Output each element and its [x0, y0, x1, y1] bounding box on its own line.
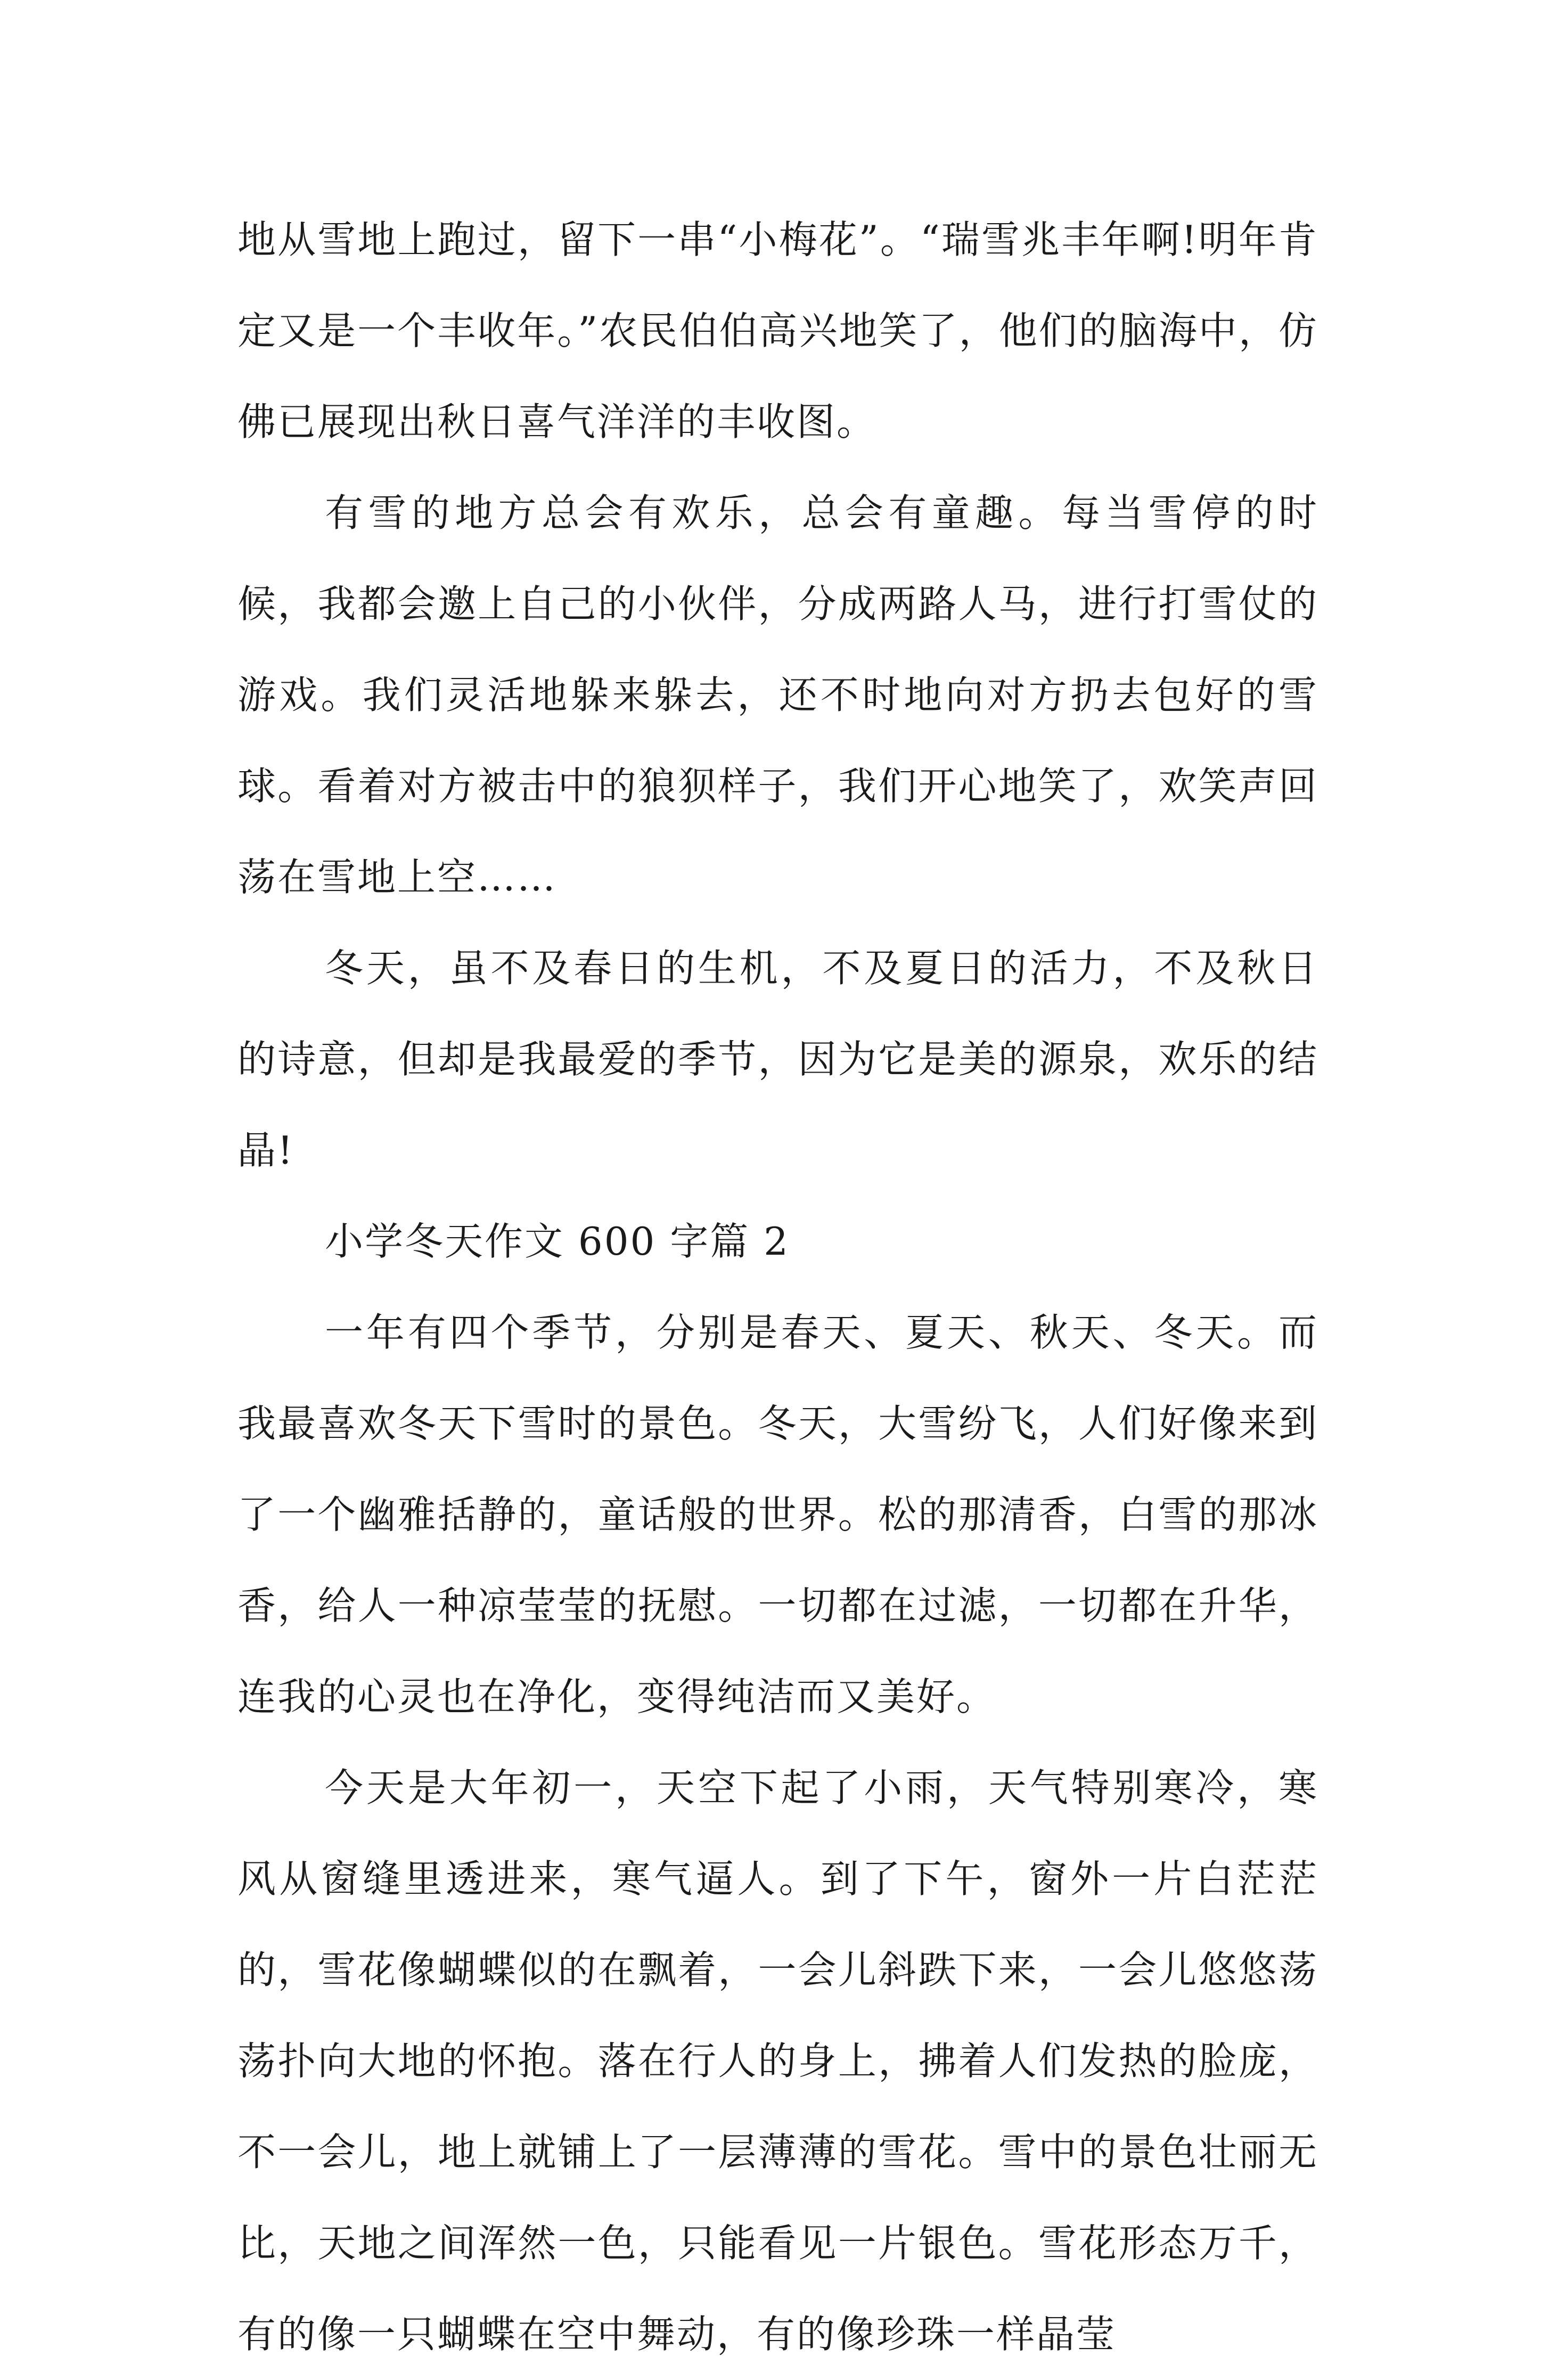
paragraph-winter-favorite: 冬天，虽不及春日的生机，不及夏日的活力，不及秋日的诗意，但却是我最爱的季节，因为它是美的源泉，欢乐的结晶! — [237, 946, 1318, 1173]
essay-body — [237, 194, 1318, 2380]
essay-heading: 小学冬天作文 600 字篇 2 — [325, 1219, 790, 1264]
paragraph-continuation: 地从雪地上跑过，留下一串“小梅花”。“瑞雪兆丰年啊!明年肯定又是一个丰收年。”农民伯伯高兴地笑了，他们的脑海中，仿佛已展现出秋日喜气洋洋的丰收图。 — [237, 217, 1318, 444]
paragraph-snow-fun: 有雪的地方总会有欢乐，总会有童趣。每当雪停的时候，我都会邀上自己的小伙伴，分成两路人马，进行打雪仗的游戏。我们灵活地躲来躲去，还不时地向对方扔去包好的雪球。看着对方被击中的狼狈样子，我们开心地笑了，欢笑声回荡在雪地上空…… — [237, 490, 1318, 899]
paragraph-new-year-snow: 今天是大年初一，天空下起了小雨，天气特别寒冷，寒风从窗缝里透进来，寒气逼人。到了下午，窗外一片白茫茫的，雪花像蝴蝶似的在飘着，一会儿斜跌下来，一会儿悠悠荡荡扑向大地的怀抱。落在行人的身上，拂着人们发热的脸庞，不一会儿，地上就铺上了一层薄薄的雪花。雪中的景色壮丽无比，天地之间浑然一色，只能看见一片银色。雪花形态万千，有的像一只蝴蝶在空中舞动，有的像珍珠一样晶莹 — [237, 1765, 1318, 2357]
paragraph-four-seasons: 一年有四个季节，分别是春天、夏天、秋天、冬天。而我最喜欢冬天下雪时的景色。冬天，大雪纷飞，人们好像来到了一个幽雅括静的，童话般的世界。松的那清香，白雪的那冰香，给人一种凉莹莹的抚慰。一切都在过滤，一切都在升华，连我的心灵也在净化，变得纯洁而又美好。 — [237, 1310, 1318, 1719]
